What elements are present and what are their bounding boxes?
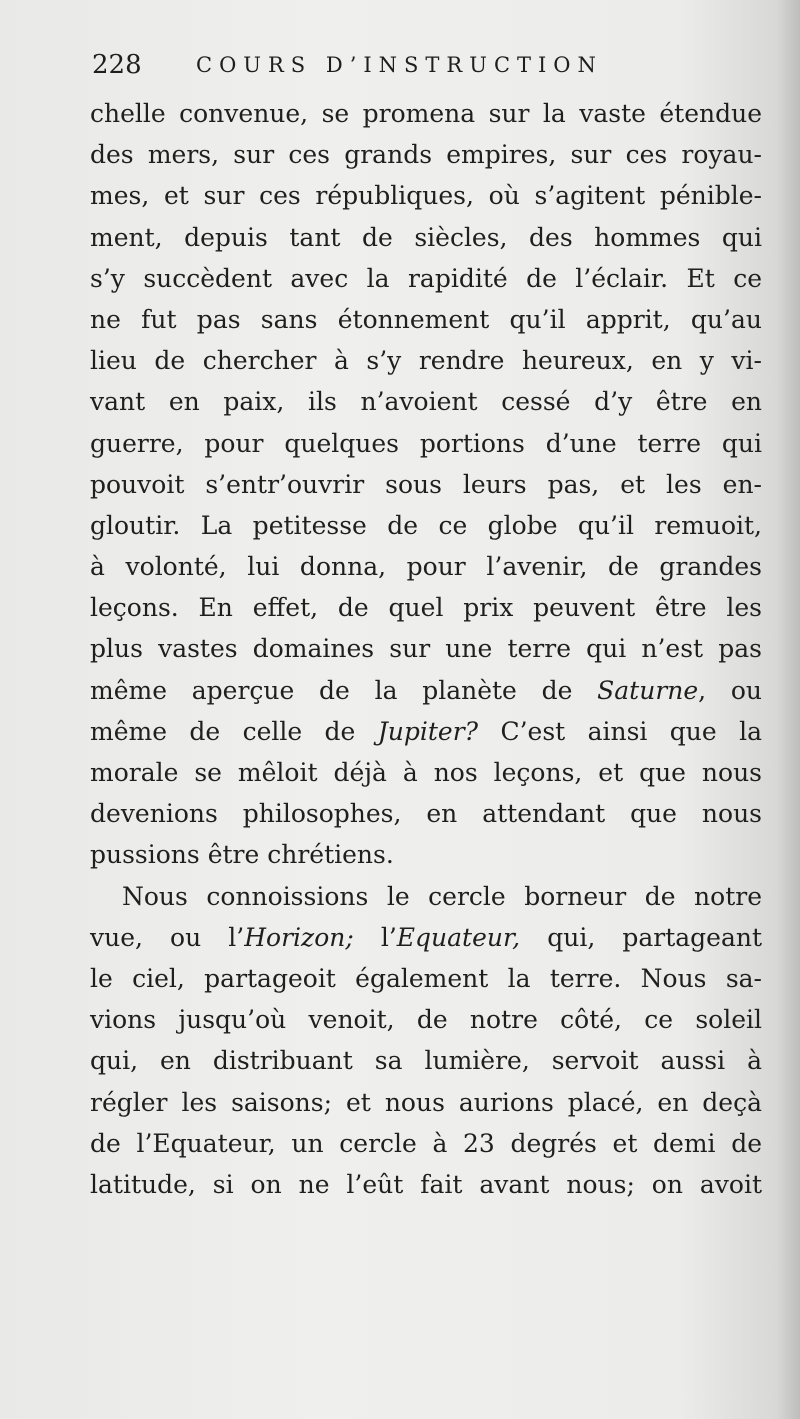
text-line: le ciel, partageoit également la terre. Nous sa-: [90, 963, 762, 993]
text-line: qui, en distribuant sa lumière, servoit aussi à: [90, 1046, 762, 1076]
text-line: vue, ou l’Horizon; l’Equateur, qui, partageant: [90, 922, 762, 952]
text-line: plus vastes domaines sur une terre qui n’est pas: [90, 634, 762, 664]
text-line: chelle convenue, se promena sur la vaste étendue: [90, 99, 762, 128]
italic-term-equateur: Equateur,: [396, 922, 521, 952]
running-title: COURS D’INSTRUCTION: [196, 53, 603, 77]
text-line: latitude, si on ne l’eût fait avant nous; on avoit: [90, 1169, 762, 1199]
text-line: pussions être chrétiens.: [90, 840, 394, 870]
italic-term-horizon: Horizon;: [244, 922, 354, 952]
text-line: régler les saisons; et nous aurions placé, en deçà: [90, 1087, 762, 1117]
text-line: Nous connoissions le cercle borneur de notre: [122, 881, 762, 911]
text-line: morale se mêloit déjà à nos leçons, et que nous: [90, 758, 762, 787]
text-line: à volonté, lui donna, pour l’avenir, de grandes: [90, 552, 762, 582]
text-line: ment, depuis tant de siècles, des hommes qui: [90, 222, 762, 252]
text-line: leçons. En effet, de quel prix peuvent être les: [90, 593, 762, 623]
text-line: même de celle de Jupiter? C’est ainsi que la: [90, 716, 762, 746]
text-line: devenions philosophes, en attendant que nous: [90, 799, 762, 829]
text-line: des mers, sur ces grands empires, sur ces royau-: [90, 140, 762, 170]
body-text: [90, 93, 762, 1205]
text-line: vant en paix, ils n’avoient cessé d’y être en: [90, 387, 762, 417]
text-line: mes, et sur ces républiques, où s’agitent pénible-: [90, 181, 762, 211]
text-line: pouvoit s’entr’ouvrir sous leurs pas, et les en-: [90, 469, 762, 499]
text-line: de l’Equateur, un cercle à 23 degrés et demi de: [90, 1128, 762, 1158]
page-number: 228: [92, 50, 142, 80]
text-line: vions jusqu’où venoit, de notre côté, ce soleil: [90, 1005, 762, 1035]
text-line: guerre, pour quelques portions d’une terre qui: [90, 428, 762, 458]
text-line: même aperçue de la planète de Saturne, ou: [90, 675, 763, 705]
italic-term-jupiter: Jupiter?: [377, 716, 479, 746]
italic-term-saturne: Saturne: [597, 675, 699, 705]
text-line: lieu de chercher à s’y rendre heureux, en y vi-: [90, 346, 762, 376]
page-header: [92, 50, 692, 84]
paragraph-1: [90, 93, 762, 876]
paragraph-2: [90, 876, 762, 1206]
text-line: s’y succèdent avec la rapidité de l’éclair. Et ce: [90, 263, 762, 293]
text-line: ne fut pas sans étonnement qu’il apprit, qu’au: [90, 304, 762, 334]
text-line: gloutir. La petitesse de ce globe qu’il remuoit,: [90, 510, 762, 540]
